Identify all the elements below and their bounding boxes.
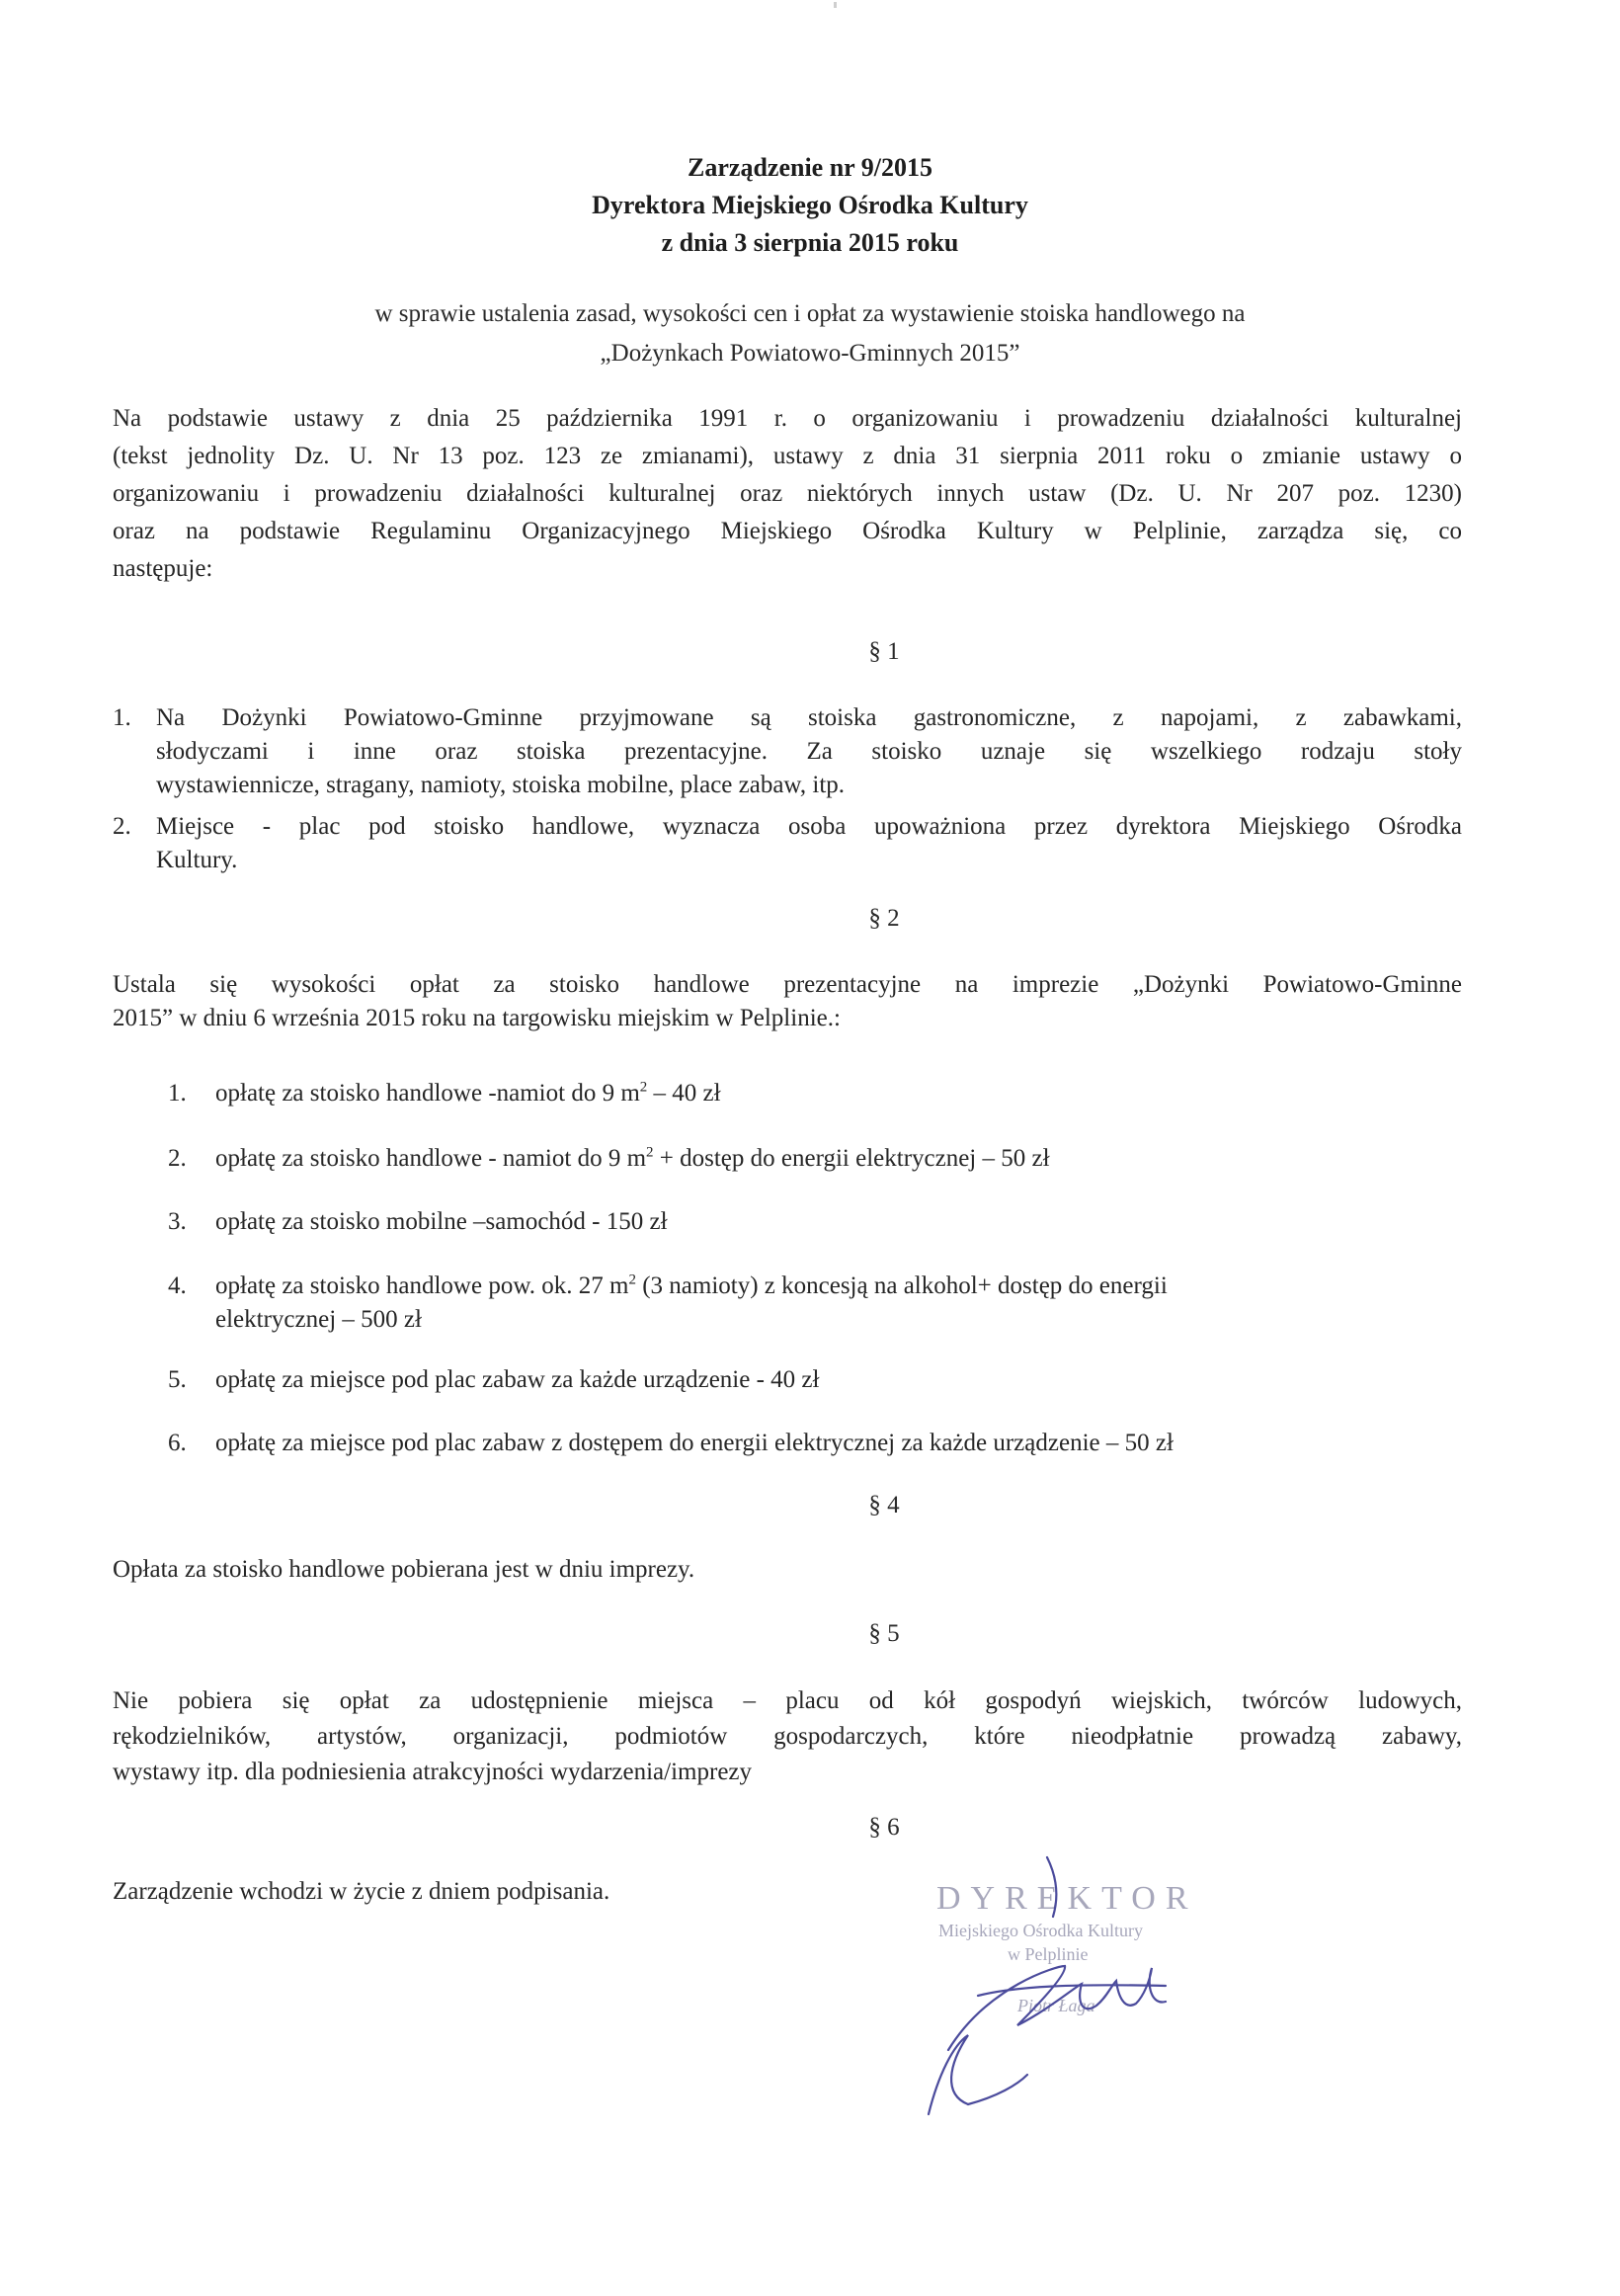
item-line: Kultury. <box>156 847 238 873</box>
fee-text <box>215 1270 1168 1303</box>
subject-line-2: „Dożynkach Powiatowo-Gminnych 2015” <box>600 340 1020 367</box>
item-text <box>156 701 1462 802</box>
subject-line-1: w sprawie ustalenia zasad, wysokości cen i opłat za wystawienie stoiska handlowego na <box>374 300 1246 327</box>
fee-text: opłatę za stoisko mobilne –samochód - 150 zł <box>215 1208 668 1235</box>
fee-text: opłatę za miejsce pod plac zabaw z dostępem do energii elektrycznej za każde urządzenie – 50 zł <box>215 1430 1174 1456</box>
fee-text-part: + dostęp do energii elektrycznej – 50 zł <box>653 1145 1050 1172</box>
fee-text-part: opłatę za stoisko handlowe -namiot do 9 m <box>215 1080 640 1107</box>
stamp-title: DYREKTOR <box>936 1880 1198 1917</box>
item-line: Miejsce - plac pod stoisko handlowe, wyznacza osoba upoważniona przez dyrektora Miejskiego Ośrodka <box>156 813 1462 840</box>
director-stamp-signature <box>909 1838 1225 2154</box>
fee-text-part: – 40 zł <box>647 1080 721 1107</box>
doc-issuer: Dyrektora Miejskiego Ośrodka Kultury <box>592 191 1028 219</box>
superscript: 2 <box>639 1079 648 1096</box>
section-2-intro <box>113 968 1462 1035</box>
section-6-text <box>113 1875 1462 1909</box>
fee-number: 5. <box>168 1366 187 1393</box>
item-line: wystawiennicze, stragany, namioty, stoiska mobilne, place zabaw, itp. <box>156 772 846 798</box>
fee-number: 6. <box>168 1430 187 1456</box>
preamble-line: oraz na podstawie Regulaminu Organizacyjnego Miejskiego Ośrodka Kultury w Pelplinie, zarządza się, co <box>113 518 1462 544</box>
fee-text: opłatę za miejsce pod plac zabaw za każde urządzenie - 40 zł <box>215 1366 820 1393</box>
fee-number: 1. <box>168 1080 187 1107</box>
fee-text-part: opłatę za stoisko handlowe - namiot do 9 m <box>215 1145 647 1172</box>
intro-line: Ustala się wysokości opłat za stoisko handlowe prezentacyjne na imprezie „Dożynki Powiatowo-Gminne <box>113 971 1462 998</box>
fee-text-part: opłatę za stoisko handlowe pow. ok. 27 m <box>215 1272 629 1299</box>
item-number: 2. <box>113 813 131 840</box>
item-line: Na Dożynki Powiatowo-Gminne przyjmowane są stoiska gastronomiczne, z napojami, z zabawkami, <box>156 704 1462 731</box>
section-1-item-1 <box>113 701 1462 810</box>
superscript: 2 <box>646 1144 654 1161</box>
fee-text <box>215 1142 1050 1176</box>
fee-number: 2. <box>168 1145 187 1172</box>
item-text <box>156 810 1462 877</box>
section-4-text <box>113 1553 1462 1587</box>
section-4-heading: § 4 <box>868 1492 900 1518</box>
doc-date: z dnia 3 sierpnia 2015 roku <box>661 228 959 257</box>
section-5-line: rękodzielników, artystów, organizacji, podmiotów gospodarczych, które nieodpłatnie prowadzą zabawy, <box>113 1723 1462 1750</box>
superscript: 2 <box>628 1271 636 1288</box>
section-6-line: Zarządzenie wchodzi w życie z dniem podpisania. <box>113 1878 610 1905</box>
preamble-line: (tekst jednolity Dz. U. Nr 13 poz. 123 ze zmianami), ustawy z dnia 31 sierpnia 2011 roku o zmianie ustawy o <box>113 443 1462 469</box>
section-4-line: Opłata za stoisko handlowe pobierana jest w dniu imprezy. <box>113 1556 695 1583</box>
scan-mark <box>834 2 837 8</box>
section-5-line: wystawy itp. dla podniesienia atrakcyjności wydarzenia/imprezy <box>113 1759 753 1785</box>
section-5-heading: § 5 <box>868 1620 900 1647</box>
preamble-line: Na podstawie ustawy z dnia 25 października 1991 r. o organizowaniu i prowadzeniu działalności kulturalnej <box>113 405 1462 432</box>
section-1-item-2 <box>113 810 1462 881</box>
stamp-institution: Miejskiego Ośrodka Kultury <box>938 1921 1143 1940</box>
item-line: słodyczami i inne oraz stoiska prezentacyjne. Za stoisko uznaje się wszelkiego rodzaju stoły <box>156 738 1462 765</box>
section-2-heading: § 2 <box>868 905 900 932</box>
item-number: 1. <box>113 704 131 731</box>
doc-title: Zarządzenie nr 9/2015 <box>688 153 932 182</box>
fee-number: 4. <box>168 1272 187 1299</box>
section-5-line: Nie pobiera się opłat za udostępnienie miejsca – placu od kół gospodyń wiejskich, twórców ludowych, <box>113 1687 1462 1714</box>
fee-text <box>215 1077 721 1110</box>
fee-text-line2: elektrycznej – 500 zł <box>215 1306 422 1333</box>
preamble-line: następuje: <box>113 555 213 582</box>
intro-line: 2015” w dniu 6 września 2015 roku na targowisku miejskim w Pelplinie.: <box>113 1005 841 1031</box>
section-6-heading: § 6 <box>868 1814 900 1841</box>
section-1-heading: § 1 <box>868 638 900 665</box>
section-5-text <box>113 1683 1462 1790</box>
preamble <box>113 400 1462 588</box>
preamble-line: organizowaniu i prowadzeniu działalności kulturalnej oraz niektórych innych ustaw (Dz. U. Nr 207 poz. 1230) <box>113 480 1462 507</box>
stamp-name: Piotr Łaga <box>1017 1996 1095 2015</box>
stamp-town: w Pelplinie <box>1008 1944 1089 1964</box>
fee-number: 3. <box>168 1208 187 1235</box>
fee-text-part: (3 namioty) z koncesją na alkohol+ dostęp do energii <box>635 1272 1168 1299</box>
